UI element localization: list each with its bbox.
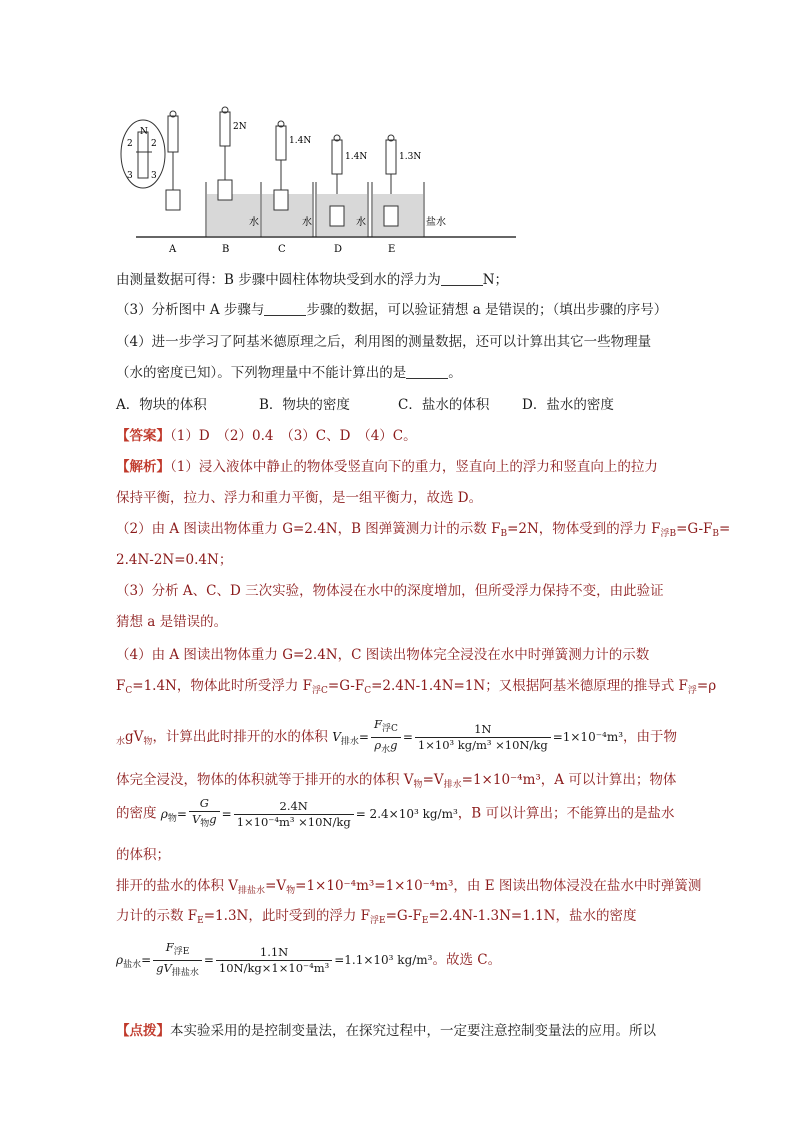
scale-label: 3 [127, 171, 133, 181]
analysis-line-13: 排开的盐水的体积 $V_{排盐水}=V_物=1\times 10^{-4}m^3=1\times 10^{-4}m^3$，由 E 图读出物体浸没在盐水中时弹簧测 [116, 878, 702, 896]
step-label: A [169, 244, 177, 255]
analysis-line-14: 力计的示数 $F_E=1.3N$，此时受到的浮力 $F_{浮E}=G-F_E=2.4N-1.3N=1.1N$，盐水的密度 [116, 908, 637, 926]
analysis-line-4: 2.4N-2N=0.4N； [116, 552, 233, 568]
question-line-2: （3）分析图中 A 步骤与 步骤的数据，可以验证猜想 a 是错误的；（填出步骤的序号） [116, 302, 668, 318]
liquid-label: 水 [302, 217, 312, 228]
option-d: D．盐水的密度 [522, 397, 614, 413]
analysis-line-12: 的体积； [116, 847, 170, 863]
analysis-line-9: $_水gV_物$，计算出此时排开的水的体积 $V_{排水}=$ $\frac{F_{浮C}}{\rho_水g}$ = $\frac{1N}{\text{1×10³ kg/m³ ×10N/kg}}$ =1×10⁻⁴m³，由于物 [116, 717, 678, 755]
analysis-line-5: （3）分析 A、C、D 三次实验，物体浸在水中的深度增加，但所受浮力保持不变，由此验证 [116, 583, 664, 599]
block-a [166, 190, 180, 210]
liquid-label: 水 [356, 217, 366, 228]
formula-density-object: $\rho_物=$ $\frac{G}{V_物g}$ = $\frac{2.4N}{\text{1×10⁻⁴m³ ×10N/kg}}$ = 2.4×10³ kg/m³ [160, 796, 458, 829]
reading-b: 2N [233, 122, 247, 132]
scale-label: N [140, 127, 148, 137]
analysis-line-15: $\rho_{盐水}=$ $\frac{F_{浮E}}{gV_{排盐水}}$ = $\frac{1.1N}{\text{10N/kg×1×10⁻⁴m³}}$ =1.1×10³ kg/m³。故选 C。 [116, 940, 502, 978]
analysis-line-7: （4）由 A 图读出物体重力 G=2.4N，C 图读出物体完全浸没在水中时弹簧测力计的示数 [116, 647, 650, 663]
answer-blank [441, 271, 483, 286]
answer-tag: 【答案】 [116, 428, 170, 444]
answer-blank [264, 301, 306, 316]
step-label: E [388, 244, 396, 255]
analysis-tag: 【解析】 [116, 459, 170, 475]
analysis-line-3: （2）由 A 图读出物体重力 G=2.4N，B 图弹簧测力计的示数 $F_B=2N$，物体受到的浮力 $F_{浮B}=G-F_B=$ [116, 521, 731, 539]
analysis-line-2: 保持平衡，拉力、浮力和重力平衡，是一组平衡力，故选 D。 [116, 490, 483, 506]
reading-e: 1.3N [399, 152, 422, 162]
step-label: C [278, 244, 286, 255]
reading-d: 1.4N [345, 152, 368, 162]
liquid-label: 盐水 [426, 217, 446, 228]
question-line-3: （4）进一步学习了阿基米德原理之后，利用图的测量数据，还可以计算出其它一些物理量 [116, 334, 652, 350]
formula-density-salt-water: $\rho_{盐水}=$ $\frac{F_{浮E}}{gV_{排盐水}}$ = $\frac{1.1N}{\text{10N/kg×1×10⁻⁴m³}}$ =1.1×10³ kg/m³ [116, 940, 433, 978]
analysis-line-10: 体完全浸没，物体的体积就等于排开的水的体积 $V_物=V_{排水}=1\times 10^{-4}m^3$，A 可以计算出；物体 [116, 772, 677, 790]
spring-scale-a [168, 116, 178, 152]
step-label: B [222, 244, 230, 255]
tip-tag: 【点拨】 [116, 1023, 170, 1039]
scale-label: 2 [151, 139, 157, 149]
question-line-1: 由测量数据可得：B 步骤中圆柱体物块受到水的浮力为 N； [116, 272, 509, 288]
question-line-4: （水的密度已知）。下列物理量中不能计算出的是 。 [116, 365, 462, 381]
analysis-line-11: 的密度 $\rho_物=$ $\frac{G}{V_物g}$ = $\frac{2.4N}{\text{1×10⁻⁴m³ ×10N/kg}}$ = 2.4×10³ kg/m³，B 可以计算出；不能算出的是盐水 [116, 796, 675, 829]
analysis-line-8: $F_C=1.4N$，物体此时所受浮力 $F_{浮C}=G-F_C=2.4N-1.4N=1N$；又根据阿基米德原理的推导式 $F_浮=\rho$ [116, 678, 717, 696]
liquid-label: 水 [249, 217, 259, 228]
experiment-figure [116, 102, 516, 258]
analysis-line-6: 猜想 a 是错误的。 [116, 614, 228, 630]
answer-blank [406, 364, 448, 379]
analysis-line-1: 【解析】（1）浸入液体中静止的物体受竖直向下的重力，竖直向上的浮力和竖直向上的拉力 [116, 459, 658, 475]
reading-c: 1.4N [289, 136, 312, 146]
tip-line: 【点拨】本实验采用的是控制变量法，在探究过程中，一定要注意控制变量法的应用。所以 [116, 1023, 656, 1039]
option-a: A．物块的体积 [116, 397, 207, 413]
step-label: D [334, 244, 343, 255]
scale-label: 3 [151, 171, 157, 181]
option-c: C．盐水的体积 [398, 397, 490, 413]
option-b: B．物块的密度 [259, 397, 350, 413]
formula-v-displaced: $V_{排水}=$ $\frac{F_{浮C}}{\rho_水g}$ = $\frac{1N}{\text{1×10³ kg/m³ ×10N/kg}}$ =1×10⁻⁴m³ [332, 717, 624, 755]
answer-line: 【答案】（1）D （2）0.4 （3）C、D （4）C。 [116, 428, 417, 444]
options-line [116, 395, 614, 415]
scale-label: 2 [127, 139, 133, 149]
